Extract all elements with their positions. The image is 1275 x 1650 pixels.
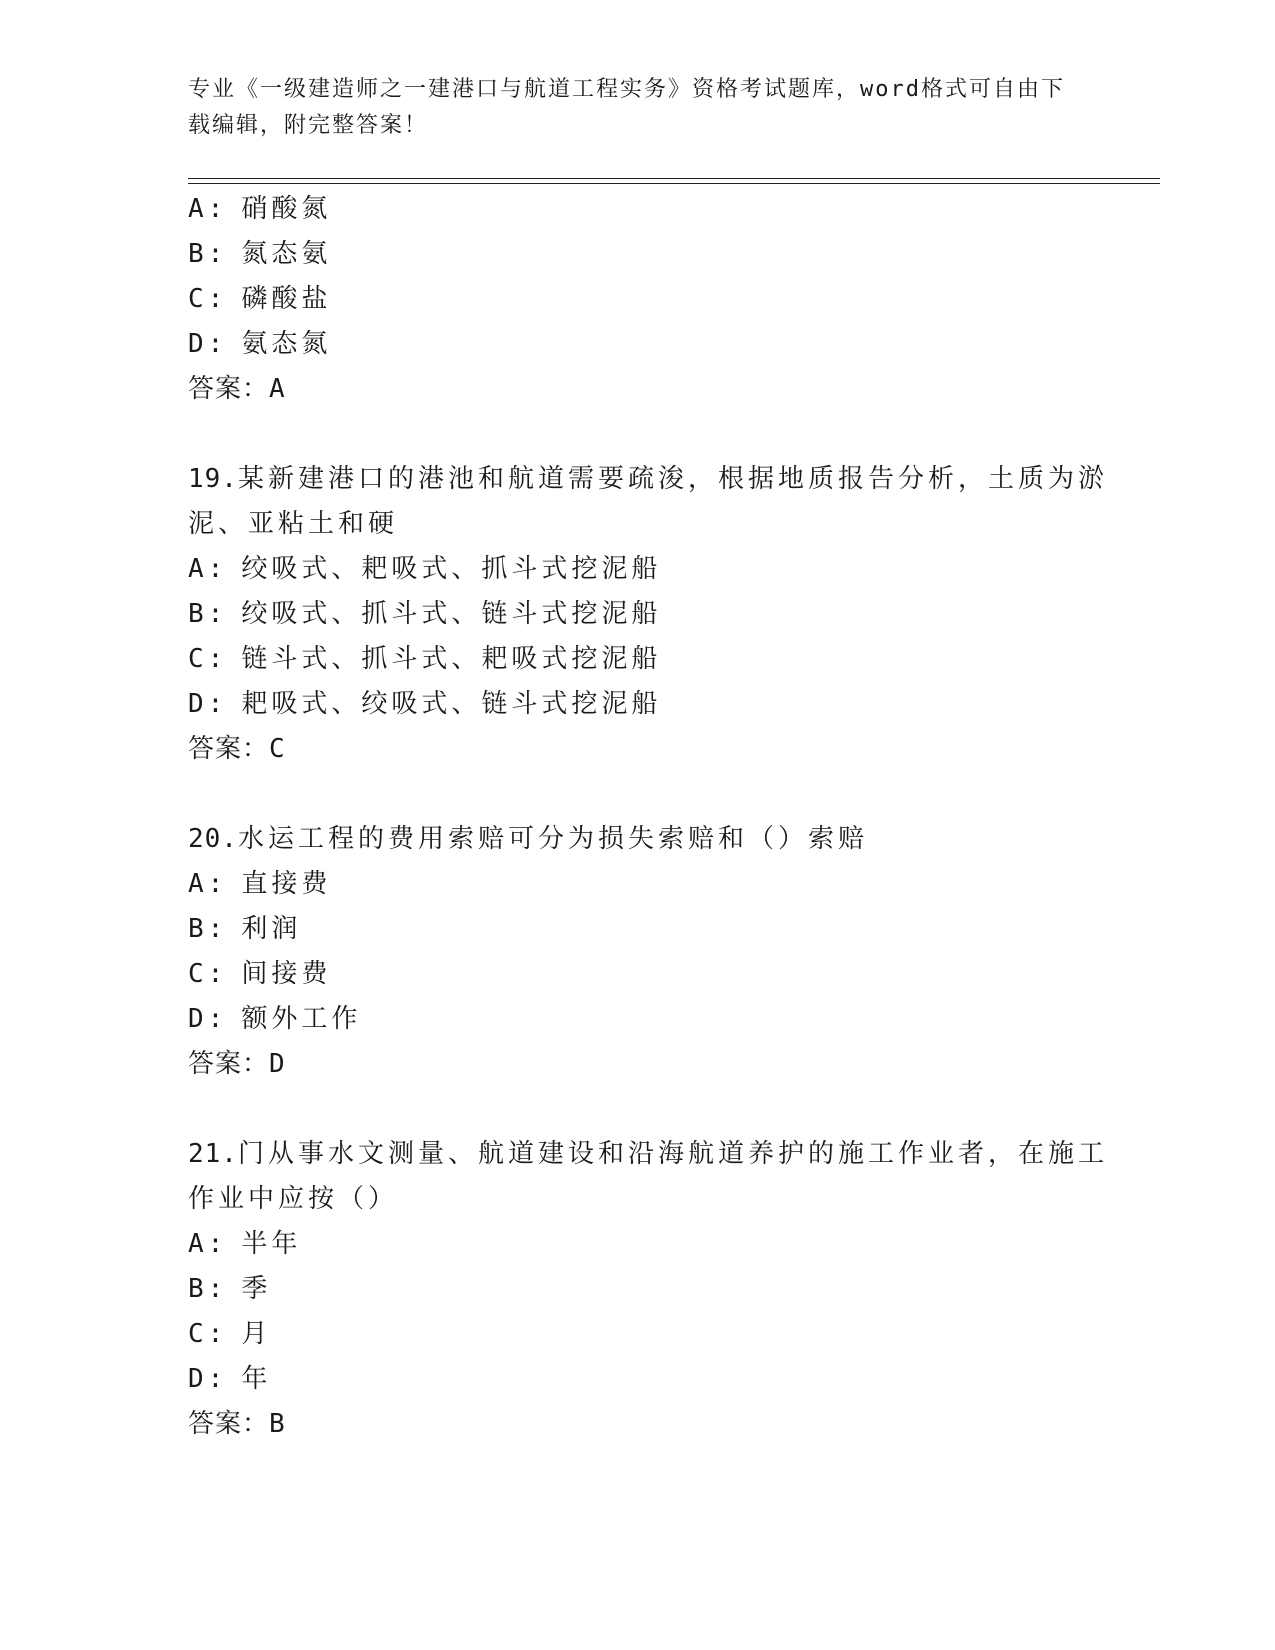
answer-value: C [269,734,286,764]
option-text: 硝酸氮 [241,194,332,224]
answer-line [188,1409,286,1439]
option-text: 氨态氮 [241,329,332,359]
option-letter: B: [188,914,228,944]
header-text: 专业《一级建造师之一建港口与航道工程实务》资格考试题库，word格式可自由下载编辑，附完整答案！ [188,77,1065,138]
option-letter: D: [188,1364,228,1394]
question-stem [188,824,868,854]
question-text-line2: 泥、亚粘土和硬 [188,509,399,539]
option-letter: C: [188,644,228,674]
option-d [188,689,661,719]
answer-line [188,1049,286,1079]
question-text-line2: 作业中应按（） [188,1184,399,1214]
question-number: 21. [188,1139,238,1169]
question-text-line1: 水运工程的费用索赔可分为损失索赔和（）索赔 [237,824,868,854]
option-text: 年 [241,1364,272,1394]
document-header [188,72,1068,144]
option-text: 间接费 [241,959,332,989]
question-number: 19. [188,464,238,494]
answer-line [188,734,286,764]
answer-value: B [269,1409,286,1439]
option-text: 绞吸式、耙吸式、抓斗式挖泥船 [241,554,662,584]
option-letter: C: [188,959,228,989]
answer-label: 答案： [188,1409,270,1439]
answer-label: 答案： [188,1049,270,1079]
option-text: 半年 [241,1229,302,1259]
question-stem [188,1139,1108,1169]
option-text: 利润 [241,914,302,944]
answer-value: D [269,1049,286,1079]
question-text-line1: 某新建港口的港池和航道需要疏浚，根据地质报告分析，土质为淤 [237,464,1108,494]
option-letter: D: [188,1004,228,1034]
option-letter: D: [188,329,228,359]
option-b [188,1274,271,1304]
option-a [188,554,661,584]
answer-label: 答案： [188,374,270,404]
question-stem-continued [188,509,398,539]
option-d [188,329,331,359]
option-letter: A: [188,194,228,224]
option-text: 磷酸盐 [241,284,332,314]
option-a [188,1229,301,1259]
option-text: 耙吸式、绞吸式、链斗式挖泥船 [241,689,662,719]
option-c [188,644,661,674]
header-rule-bottom [188,183,1160,184]
option-c [188,1319,271,1349]
option-letter: B: [188,599,228,629]
option-text: 直接费 [241,869,332,899]
option-letter: C: [188,284,228,314]
option-d [188,1004,361,1034]
option-b [188,599,661,629]
option-letter: A: [188,554,228,584]
answer-value: A [269,374,286,404]
option-letter: B: [188,1274,228,1304]
option-text: 氮态氨 [241,239,332,269]
option-b [188,914,301,944]
option-letter: C: [188,1319,228,1349]
option-text: 季 [241,1274,272,1304]
question-text-line1: 门从事水文测量、航道建设和沿海航道养护的施工作业者，在施工 [237,1139,1108,1169]
option-d [188,1364,271,1394]
option-text: 月 [241,1319,272,1349]
option-c [188,284,331,314]
option-letter: B: [188,239,228,269]
option-text: 链斗式、抓斗式、耙吸式挖泥船 [241,644,662,674]
question-stem-continued [188,1184,398,1214]
question-number: 20. [188,824,238,854]
option-b [188,239,331,269]
option-text: 绞吸式、抓斗式、链斗式挖泥船 [241,599,662,629]
option-text: 额外工作 [241,1004,362,1034]
answer-label: 答案： [188,734,270,764]
header-rule-top [188,178,1160,179]
option-letter: A: [188,869,228,899]
option-a [188,869,331,899]
option-a [188,194,331,224]
option-c [188,959,331,989]
option-letter: D: [188,689,228,719]
question-stem [188,464,1108,494]
answer-line [188,374,286,404]
option-letter: A: [188,1229,228,1259]
